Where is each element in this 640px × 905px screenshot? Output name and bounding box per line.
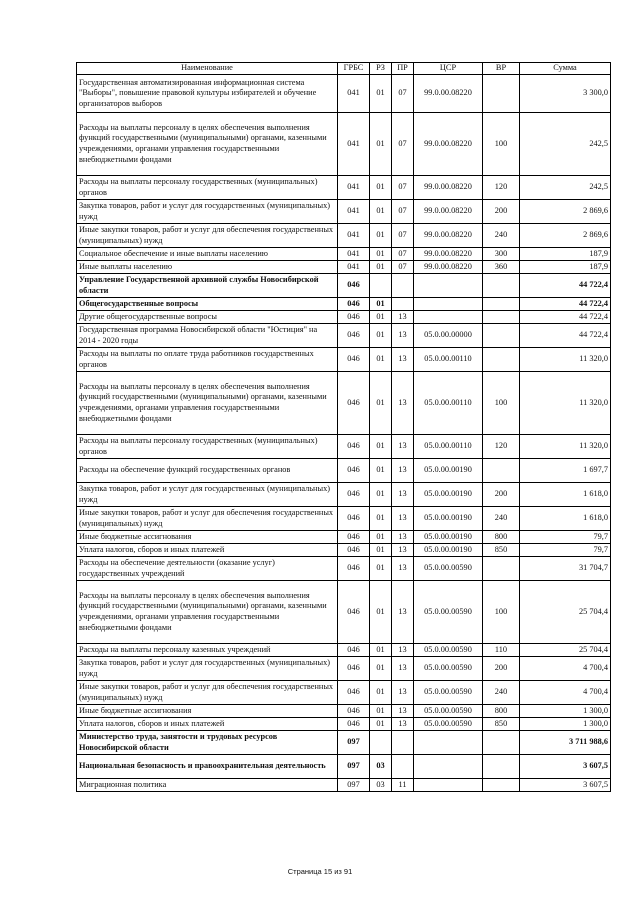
cell-sum: 25 704,4 [520, 581, 611, 644]
cell-rz: 01 [370, 507, 392, 531]
cell-sum: 11 320,0 [520, 435, 611, 459]
cell-grbs: 046 [338, 531, 370, 544]
cell-grbs: 046 [338, 274, 370, 298]
cell-csr: 05.0.00.00110 [414, 435, 483, 459]
cell-pr: 13 [392, 544, 414, 557]
cell-pr [392, 731, 414, 755]
cell-vr [483, 75, 520, 113]
cell-csr: 99.0.00.08220 [414, 224, 483, 248]
cell-vr: 800 [483, 531, 520, 544]
header-vr: ВР [483, 63, 520, 75]
cell-pr: 13 [392, 348, 414, 372]
cell-sum: 187,9 [520, 248, 611, 261]
header-rz: РЗ [370, 63, 392, 75]
cell-pr: 13 [392, 681, 414, 705]
header-pr: ПР [392, 63, 414, 75]
cell-csr: 05.0.00.00190 [414, 459, 483, 483]
cell-pr: 13 [392, 644, 414, 657]
table-row [77, 557, 611, 581]
cell-vr: 240 [483, 681, 520, 705]
cell-sum: 4 700,4 [520, 681, 611, 705]
cell-vr [483, 274, 520, 298]
cell-csr: 05.0.00.00590 [414, 557, 483, 581]
cell-grbs: 046 [338, 557, 370, 581]
cell-grbs: 097 [338, 731, 370, 755]
cell-grbs: 041 [338, 248, 370, 261]
cell-rz [370, 731, 392, 755]
table-row [77, 644, 611, 657]
header-sum: Сумма [520, 63, 611, 75]
table-row [77, 755, 611, 779]
cell-sum: 44 722,4 [520, 274, 611, 298]
table-row [77, 274, 611, 298]
cell-sum: 25 704,4 [520, 644, 611, 657]
cell-grbs: 046 [338, 311, 370, 324]
cell-pr: 13 [392, 507, 414, 531]
table-row [77, 544, 611, 557]
cell-csr: 05.0.00.00190 [414, 531, 483, 544]
cell-grbs: 046 [338, 544, 370, 557]
cell-pr: 13 [392, 483, 414, 507]
table-row [77, 657, 611, 681]
cell-pr: 13 [392, 657, 414, 681]
cell-sum: 2 869,6 [520, 200, 611, 224]
cell-name: Расходы на выплаты персоналу государственных (муниципальных) органов [77, 176, 338, 200]
cell-sum: 1 618,0 [520, 483, 611, 507]
cell-pr: 13 [392, 435, 414, 459]
cell-sum: 3 607,5 [520, 755, 611, 779]
table-row [77, 435, 611, 459]
cell-name: Государственная программа Новосибирской области "Юстиция" на 2014 - 2020 годы [77, 324, 338, 348]
table-row [77, 459, 611, 483]
cell-csr: 05.0.00.00590 [414, 657, 483, 681]
cell-vr: 200 [483, 200, 520, 224]
cell-vr: 850 [483, 718, 520, 731]
cell-grbs: 046 [338, 718, 370, 731]
cell-name: Закупка товаров, работ и услуг для государственных (муниципальных) нужд [77, 657, 338, 681]
cell-rz: 03 [370, 779, 392, 792]
cell-rz: 01 [370, 348, 392, 372]
cell-pr: 07 [392, 113, 414, 176]
cell-csr: 05.0.00.00590 [414, 581, 483, 644]
cell-csr [414, 779, 483, 792]
table-row [77, 372, 611, 435]
cell-csr: 05.0.00.00000 [414, 324, 483, 348]
cell-vr: 100 [483, 581, 520, 644]
cell-rz: 01 [370, 483, 392, 507]
cell-rz: 01 [370, 681, 392, 705]
cell-csr: 05.0.00.00190 [414, 544, 483, 557]
cell-rz: 01 [370, 311, 392, 324]
cell-rz: 01 [370, 200, 392, 224]
cell-rz: 01 [370, 113, 392, 176]
cell-pr: 13 [392, 372, 414, 435]
table-row [77, 298, 611, 311]
table-row [77, 324, 611, 348]
cell-vr: 200 [483, 657, 520, 681]
cell-vr [483, 557, 520, 581]
header-grbs: ГРБС [338, 63, 370, 75]
cell-name: Расходы на выплаты персоналу государственных (муниципальных) органов [77, 435, 338, 459]
cell-sum: 1 697,7 [520, 459, 611, 483]
table-header-row [77, 63, 611, 75]
cell-grbs: 046 [338, 644, 370, 657]
cell-vr: 800 [483, 705, 520, 718]
cell-sum: 187,9 [520, 261, 611, 274]
table-row [77, 348, 611, 372]
cell-vr [483, 755, 520, 779]
cell-name: Иные бюджетные ассигнования [77, 705, 338, 718]
table-row [77, 681, 611, 705]
cell-sum: 1 300,0 [520, 705, 611, 718]
cell-rz: 01 [370, 644, 392, 657]
cell-pr: 11 [392, 779, 414, 792]
cell-name: Иные закупки товаров, работ и услуг для обеспечения государственных (муниципальных) нужд [77, 507, 338, 531]
table-row [77, 779, 611, 792]
cell-vr [483, 731, 520, 755]
cell-grbs: 046 [338, 657, 370, 681]
cell-rz: 01 [370, 459, 392, 483]
cell-csr: 99.0.00.08220 [414, 176, 483, 200]
table-row [77, 224, 611, 248]
cell-pr: 13 [392, 531, 414, 544]
cell-name: Расходы на обеспечение деятельности (оказание услуг) государственных учреждений [77, 557, 338, 581]
cell-rz [370, 274, 392, 298]
cell-csr: 99.0.00.08220 [414, 200, 483, 224]
cell-pr: 13 [392, 705, 414, 718]
cell-csr [414, 274, 483, 298]
cell-vr [483, 779, 520, 792]
table-row [77, 705, 611, 718]
cell-rz: 01 [370, 557, 392, 581]
cell-sum: 44 722,4 [520, 311, 611, 324]
cell-csr [414, 755, 483, 779]
cell-csr: 05.0.00.00190 [414, 507, 483, 531]
table-row [77, 507, 611, 531]
cell-rz: 01 [370, 718, 392, 731]
cell-grbs: 046 [338, 507, 370, 531]
cell-name: Закупка товаров, работ и услуг для государственных (муниципальных) нужд [77, 483, 338, 507]
cell-grbs: 041 [338, 113, 370, 176]
cell-csr: 05.0.00.00590 [414, 681, 483, 705]
cell-sum: 11 320,0 [520, 348, 611, 372]
cell-pr [392, 298, 414, 311]
table-row [77, 731, 611, 755]
cell-sum: 11 320,0 [520, 372, 611, 435]
cell-grbs: 046 [338, 324, 370, 348]
cell-csr: 05.0.00.00590 [414, 718, 483, 731]
cell-vr [483, 348, 520, 372]
cell-grbs: 046 [338, 459, 370, 483]
cell-name: Другие общегосударственные вопросы [77, 311, 338, 324]
cell-rz: 01 [370, 705, 392, 718]
cell-rz: 01 [370, 261, 392, 274]
cell-pr [392, 274, 414, 298]
cell-name: Иные выплаты населению [77, 261, 338, 274]
cell-vr: 300 [483, 248, 520, 261]
cell-name: Расходы на обеспечение функций государственных органов [77, 459, 338, 483]
cell-name: Расходы на выплаты персоналу в целях обеспечения выполнения функций государственными (муниципальными) органами, казенными учреждениями, органами управления государственными внебюджетными фондами [77, 372, 338, 435]
cell-name: Миграционная политика [77, 779, 338, 792]
cell-sum: 1 618,0 [520, 507, 611, 531]
cell-csr: 05.0.00.00190 [414, 483, 483, 507]
cell-grbs: 046 [338, 435, 370, 459]
cell-pr: 13 [392, 557, 414, 581]
cell-vr: 120 [483, 435, 520, 459]
cell-sum: 242,5 [520, 176, 611, 200]
cell-rz: 01 [370, 324, 392, 348]
table-row [77, 75, 611, 113]
header-name: Наименование [77, 63, 338, 75]
cell-grbs: 041 [338, 75, 370, 113]
table-row [77, 483, 611, 507]
cell-vr: 240 [483, 507, 520, 531]
header-csr: ЦСР [414, 63, 483, 75]
cell-csr [414, 298, 483, 311]
cell-name: Уплата налогов, сборов и иных платежей [77, 718, 338, 731]
cell-grbs: 046 [338, 298, 370, 311]
cell-grbs: 046 [338, 681, 370, 705]
cell-sum: 79,7 [520, 544, 611, 557]
cell-name: Иные закупки товаров, работ и услуг для обеспечения государственных (муниципальных) нужд [77, 681, 338, 705]
cell-rz: 01 [370, 372, 392, 435]
budget-table [76, 62, 611, 792]
cell-name: Общегосударственные вопросы [77, 298, 338, 311]
table-row [77, 311, 611, 324]
cell-sum: 44 722,4 [520, 298, 611, 311]
cell-grbs: 097 [338, 755, 370, 779]
cell-vr: 240 [483, 224, 520, 248]
cell-rz: 01 [370, 248, 392, 261]
cell-grbs: 097 [338, 779, 370, 792]
cell-vr [483, 324, 520, 348]
cell-rz: 03 [370, 755, 392, 779]
cell-grbs: 046 [338, 705, 370, 718]
cell-sum: 3 607,5 [520, 779, 611, 792]
cell-pr: 13 [392, 324, 414, 348]
cell-grbs: 046 [338, 348, 370, 372]
cell-pr: 07 [392, 176, 414, 200]
cell-vr: 110 [483, 644, 520, 657]
cell-name: Государственная автоматизированная информационная система "Выборы", повышение правовой культуры избирателей и обучение организаторов выборов [77, 75, 338, 113]
cell-name: Расходы на выплаты персоналу в целях обеспечения выполнения функций государственными (муниципальными) органами, казенными учреждениями, органами управления государственными внебюджетными фондами [77, 113, 338, 176]
table-row [77, 261, 611, 274]
cell-vr: 100 [483, 113, 520, 176]
cell-name: Уплата налогов, сборов и иных платежей [77, 544, 338, 557]
cell-pr: 13 [392, 311, 414, 324]
cell-vr: 100 [483, 372, 520, 435]
cell-pr: 07 [392, 75, 414, 113]
cell-pr: 07 [392, 261, 414, 274]
cell-name: Национальная безопасность и правоохранительная деятельность [77, 755, 338, 779]
cell-name: Социальное обеспечение и иные выплаты населению [77, 248, 338, 261]
cell-pr: 13 [392, 459, 414, 483]
cell-csr [414, 311, 483, 324]
cell-grbs: 041 [338, 176, 370, 200]
cell-name: Министерство труда, занятости и трудовых ресурсов Новосибирской области [77, 731, 338, 755]
cell-rz: 01 [370, 657, 392, 681]
cell-grbs: 046 [338, 483, 370, 507]
cell-pr: 07 [392, 200, 414, 224]
cell-rz: 01 [370, 544, 392, 557]
cell-csr: 99.0.00.08220 [414, 113, 483, 176]
cell-sum: 3 711 988,6 [520, 731, 611, 755]
cell-sum: 2 869,6 [520, 224, 611, 248]
cell-rz: 01 [370, 531, 392, 544]
cell-pr: 13 [392, 718, 414, 731]
cell-csr: 05.0.00.00110 [414, 372, 483, 435]
cell-csr: 99.0.00.08220 [414, 75, 483, 113]
cell-sum: 3 300,0 [520, 75, 611, 113]
cell-csr: 99.0.00.08220 [414, 248, 483, 261]
cell-grbs: 041 [338, 261, 370, 274]
cell-sum: 79,7 [520, 531, 611, 544]
table-row [77, 248, 611, 261]
cell-grbs: 046 [338, 581, 370, 644]
cell-sum: 242,5 [520, 113, 611, 176]
cell-rz: 01 [370, 581, 392, 644]
cell-rz: 01 [370, 224, 392, 248]
cell-name: Иные закупки товаров, работ и услуг для обеспечения государственных (муниципальных) нужд [77, 224, 338, 248]
cell-rz: 01 [370, 176, 392, 200]
cell-vr [483, 459, 520, 483]
cell-name: Расходы на выплаты персоналу казенных учреждений [77, 644, 338, 657]
cell-pr: 07 [392, 248, 414, 261]
cell-csr: 99.0.00.08220 [414, 261, 483, 274]
cell-rz: 01 [370, 75, 392, 113]
cell-pr: 13 [392, 581, 414, 644]
cell-vr [483, 311, 520, 324]
cell-sum: 1 300,0 [520, 718, 611, 731]
cell-sum: 44 722,4 [520, 324, 611, 348]
cell-name: Расходы на выплаты по оплате труда работников государственных органов [77, 348, 338, 372]
table-row [77, 200, 611, 224]
cell-grbs: 041 [338, 200, 370, 224]
cell-vr: 850 [483, 544, 520, 557]
cell-name: Закупка товаров, работ и услуг для государственных (муниципальных) нужд [77, 200, 338, 224]
cell-csr: 05.0.00.00590 [414, 705, 483, 718]
cell-vr: 360 [483, 261, 520, 274]
cell-name: Иные бюджетные ассигнования [77, 531, 338, 544]
table-row [77, 176, 611, 200]
cell-csr: 05.0.00.00590 [414, 644, 483, 657]
cell-sum: 4 700,4 [520, 657, 611, 681]
cell-vr [483, 298, 520, 311]
cell-vr: 200 [483, 483, 520, 507]
cell-vr: 120 [483, 176, 520, 200]
cell-name: Расходы на выплаты персоналу в целях обеспечения выполнения функций государственными (муниципальными) органами, казенными учреждениями, органами управления государственными внебюджетными фондами [77, 581, 338, 644]
cell-rz: 01 [370, 298, 392, 311]
table-row [77, 718, 611, 731]
table-row [77, 581, 611, 644]
cell-rz: 01 [370, 435, 392, 459]
cell-pr [392, 755, 414, 779]
cell-grbs: 046 [338, 372, 370, 435]
cell-sum: 31 704,7 [520, 557, 611, 581]
cell-grbs: 041 [338, 224, 370, 248]
cell-csr [414, 731, 483, 755]
cell-pr: 07 [392, 224, 414, 248]
cell-csr: 05.0.00.00110 [414, 348, 483, 372]
cell-name: Управление Государственной архивной службы Новосибирской области [77, 274, 338, 298]
page-number: Страница 15 из 91 [287, 867, 353, 876]
table-row [77, 113, 611, 176]
table-row [77, 531, 611, 544]
